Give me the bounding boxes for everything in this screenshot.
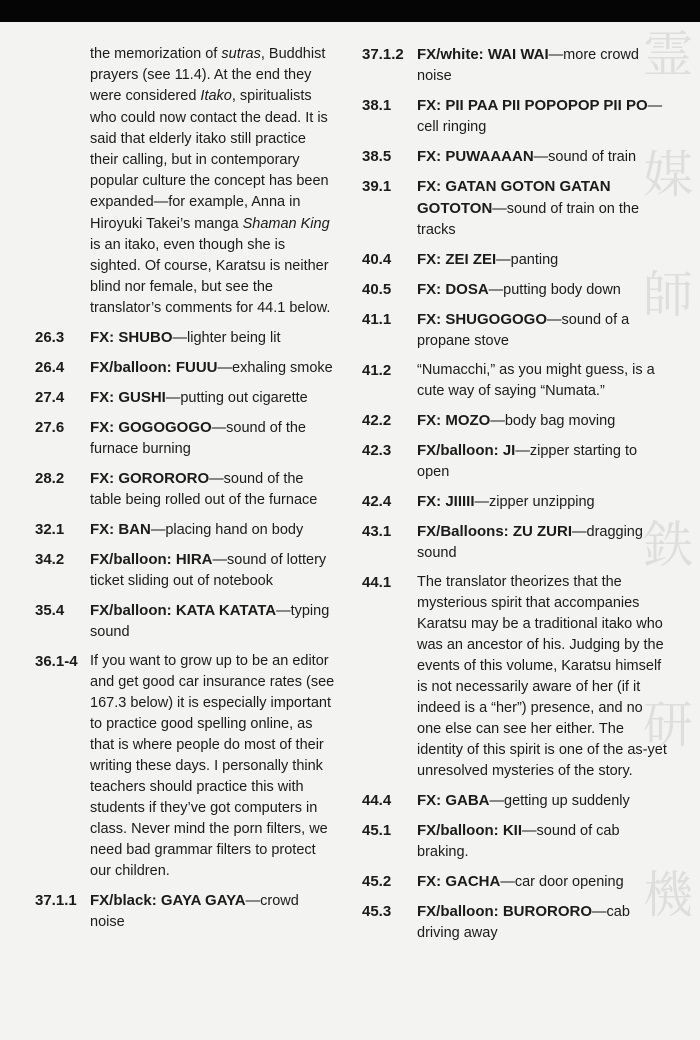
note-body <box>90 417 335 460</box>
note-ref: 37.1.1 <box>35 891 77 909</box>
note-body <box>417 410 667 432</box>
em-dash: — <box>150 521 166 538</box>
fx-name: FX/balloon: KII <box>417 822 522 839</box>
note-body <box>417 95 667 138</box>
note-body <box>90 890 335 933</box>
note-body <box>90 651 335 882</box>
note-description: more crowd noise <box>417 47 639 84</box>
em-dash: — <box>492 201 507 217</box>
note-ref: 45.2 <box>362 873 392 890</box>
em-dash: — <box>489 793 504 809</box>
fx-name: FX: BAN <box>90 520 151 538</box>
note-body <box>90 549 335 592</box>
note-entry <box>362 44 667 87</box>
note-body <box>90 600 335 643</box>
note-entry <box>35 519 335 541</box>
fx-name: FX: GOGOGOGO <box>90 418 212 436</box>
bg-kanji-6: 機 <box>643 866 693 924</box>
em-dash: — <box>515 443 530 459</box>
note-entry <box>35 327 335 349</box>
note-entry <box>35 600 335 643</box>
em-dash: — <box>522 823 537 839</box>
note-ref: 40.4 <box>362 251 392 268</box>
fx-name: FX: DOSA <box>417 281 489 298</box>
note-description: sound of a propane stove <box>417 312 630 349</box>
note-description: crowd noise <box>90 892 299 930</box>
bg-kanji-4: 鉄 <box>643 516 693 574</box>
em-dash: — <box>474 494 490 510</box>
note-ref: 38.5 <box>362 148 392 165</box>
note-description: cell ringing <box>417 119 487 135</box>
em-dash: — <box>533 149 549 165</box>
note-entry <box>362 790 667 812</box>
note-ref: 42.3 <box>362 442 392 459</box>
em-dash: — <box>547 312 562 328</box>
note-description: exhaling smoke <box>232 359 333 376</box>
fx-name: FX/balloon: FUUU <box>90 358 218 376</box>
note-body <box>417 249 667 271</box>
note-description: sound of train <box>548 149 637 165</box>
fx-name: FX: ZEI ZEI <box>417 251 497 268</box>
note-entry <box>362 176 667 241</box>
note-description: getting up suddenly <box>504 793 630 809</box>
em-dash: — <box>572 524 587 540</box>
note-entry <box>362 95 667 138</box>
note-body <box>417 491 667 513</box>
left-entry-list <box>35 327 335 933</box>
fx-name: FX/Balloons: ZU ZURI <box>417 523 572 540</box>
note-ref: 45.1 <box>362 822 392 839</box>
note-description: putting out cigarette <box>180 389 308 406</box>
fx-name: FX: GUSHI <box>90 388 166 406</box>
note-body <box>90 327 335 349</box>
fx-name: FX: SHUGOGOGO <box>417 311 548 328</box>
top-black-bar <box>0 0 700 22</box>
note-description: zipper starting to open <box>417 443 638 480</box>
em-dash: — <box>165 389 181 406</box>
note-body <box>417 309 667 352</box>
note-description: “Numacchi,” as you might guess, is a cute way of saying “Numata.” <box>417 362 655 399</box>
note-entry <box>35 357 335 379</box>
fx-name: FX/balloon: HIRA <box>90 550 213 568</box>
note-description: sound of lottery ticket sliding out of notebook <box>90 551 327 589</box>
note-ref: 44.1 <box>362 574 392 591</box>
bg-kanji-3: 師 <box>643 266 693 324</box>
fx-name: FX: PII PAA PII POPOPOP PII PO <box>417 97 648 114</box>
note-entry <box>362 820 667 863</box>
continued-note <box>35 44 335 320</box>
em-dash: — <box>496 252 511 268</box>
fx-name: FX/black: GAYA GAYA <box>90 891 246 909</box>
note-ref: 45.3 <box>362 903 392 920</box>
right-column <box>362 44 667 952</box>
note-ref: 42.4 <box>362 493 392 510</box>
note-description: placing hand on body <box>165 521 304 538</box>
note-entry <box>362 360 667 402</box>
intro-text-3: , spiritualists who could now contact the dead. It is said that elderly itako still practice their calling, but in contemporary popular culture the concept has been expanded—for example, Anna in Hiroyuki Takei’s manga <box>90 88 329 232</box>
note-ref: 27.6 <box>35 418 65 436</box>
note-entry <box>362 521 667 564</box>
em-dash: — <box>217 359 232 376</box>
note-description: The translator theorizes that the mysterious spirit that accompanies Karatsu may be a traditional itako who was an ancestor of his. Judging by the events of this volume, Karatsu himself is not necessarily aware of her (if it indeed is a “her”) presence, and no one else can see her either. The identity of this spirit is one of the as-yet unresolved mysteries of the story. <box>417 574 667 779</box>
note-ref: 27.4 <box>35 388 65 406</box>
fx-name: FX/balloon: KATA KATATA <box>90 601 277 619</box>
note-body <box>417 871 667 893</box>
em-dash: — <box>212 551 227 568</box>
em-dash: — <box>488 282 504 298</box>
em-dash: — <box>592 904 607 920</box>
note-description: zipper unzipping <box>489 494 595 510</box>
em-dash: — <box>245 892 261 909</box>
note-ref: 41.2 <box>362 362 392 379</box>
note-body <box>417 521 667 564</box>
note-ref: 26.3 <box>35 328 65 346</box>
em-dash: — <box>211 419 227 436</box>
fx-name: FX: GATAN GOTON GATAN GOTOTON <box>417 178 611 217</box>
fx-name: FX: JIIIII <box>417 493 475 510</box>
note-ref: 40.5 <box>362 281 392 298</box>
note-entry <box>362 901 667 944</box>
note-description: panting <box>510 252 559 268</box>
fx-name: FX: SHUBO <box>90 328 173 346</box>
note-description: sound of train on the tracks <box>417 201 640 238</box>
note-entry <box>362 491 667 513</box>
fx-name: FX: GABA <box>417 792 490 809</box>
note-ref: 43.1 <box>362 523 392 540</box>
fx-name: FX: GACHA <box>417 873 501 890</box>
note-body <box>417 820 667 863</box>
em-dash: — <box>209 470 224 487</box>
em-dash: — <box>500 874 515 890</box>
right-entry-list <box>362 44 667 944</box>
bg-kanji-2: 媒 <box>643 146 693 204</box>
note-description: lighter being lit <box>187 329 281 346</box>
note-entry <box>362 410 667 432</box>
note-description: cab driving away <box>417 904 630 941</box>
note-description: dragging sound <box>417 524 643 561</box>
note-ref: 34.2 <box>35 550 65 568</box>
note-body <box>90 387 335 409</box>
note-ref: 28.2 <box>35 469 65 487</box>
note-entry <box>35 387 335 409</box>
em-dash: — <box>172 329 187 346</box>
note-body <box>90 357 335 379</box>
intro-italic-shaman-king: Shaman King <box>242 215 330 232</box>
note-body <box>417 360 667 402</box>
note-description: putting body down <box>503 282 621 298</box>
note-ref: 32.1 <box>35 520 65 538</box>
fx-name: FX/balloon: JI <box>417 442 516 459</box>
intro-text-2: , Buddhist prayers (see 11.4). At the end they were considered <box>90 46 326 105</box>
note-ref: 26.4 <box>35 358 65 376</box>
em-dash: — <box>276 602 291 619</box>
fx-name: FX: MOZO <box>417 412 491 429</box>
note-body <box>417 440 667 483</box>
intro-text-1: the memorization of <box>90 46 222 62</box>
note-entry <box>35 651 335 882</box>
note-ref: 41.1 <box>362 311 392 328</box>
note-ref: 44.4 <box>362 792 392 809</box>
note-description: body bag moving <box>504 413 616 429</box>
note-ref: 42.2 <box>362 412 392 429</box>
note-description: sound of the furnace burning <box>90 419 306 457</box>
em-dash: — <box>548 47 564 63</box>
em-dash: — <box>490 413 505 429</box>
note-ref: 36.1-4 <box>35 652 78 670</box>
note-ref: 37.1.2 <box>362 46 404 63</box>
intro-italic-itako: Itako <box>200 88 232 105</box>
note-entry <box>35 417 335 460</box>
fx-name: FX/balloon: BURORORO <box>417 903 592 920</box>
note-body <box>417 901 667 944</box>
note-body <box>90 519 335 541</box>
em-dash: — <box>647 98 663 114</box>
note-entry <box>362 279 667 301</box>
note-entry <box>362 440 667 483</box>
note-ref: 39.1 <box>362 178 392 195</box>
note-description: sound of cab braking. <box>417 823 620 860</box>
note-description: typing sound <box>90 602 330 640</box>
left-column <box>35 44 335 941</box>
note-entry <box>362 249 667 271</box>
intro-italic-sutras: sutras <box>221 46 261 62</box>
fx-name: FX/white: WAI WAI <box>417 46 549 63</box>
note-ref: 35.4 <box>35 601 65 619</box>
note-description: If you want to grow up to be an editor and get good car insurance rates (see 167.3 below) it is especially important to practice good spelling online, as that is where people do most of their writing these days. I personally think teachers should practice this with students if they’ve got computers in class. Never mind the porn filters, we need bad grammar filters to protect our children. <box>90 652 335 879</box>
note-body <box>417 44 667 87</box>
note-description: sound of the table being rolled out of the furnace <box>90 470 318 508</box>
note-entry <box>362 572 667 782</box>
intro-text-4: is an itako, even though she is sighted. Of course, Karatsu is neither blind nor female, but see the translator’s comments for 44.1 below. <box>90 236 331 317</box>
note-body <box>417 572 667 782</box>
note-body <box>417 146 667 168</box>
note-ref: 38.1 <box>362 97 392 114</box>
note-body <box>417 790 667 812</box>
note-entry <box>362 146 667 168</box>
note-body <box>417 279 667 301</box>
note-entry <box>35 549 335 592</box>
note-entry <box>362 871 667 893</box>
note-body <box>417 176 667 241</box>
note-entry <box>35 468 335 511</box>
note-entry <box>362 309 667 352</box>
bg-kanji-1: 霊 <box>643 26 693 84</box>
fx-name: FX: GORORORO <box>90 469 210 487</box>
fx-name: FX: PUWAAAAN <box>417 148 534 165</box>
bg-kanji-5: 研 <box>643 696 693 754</box>
note-body <box>90 468 335 511</box>
note-description: car door opening <box>514 874 624 890</box>
note-entry <box>35 890 335 933</box>
